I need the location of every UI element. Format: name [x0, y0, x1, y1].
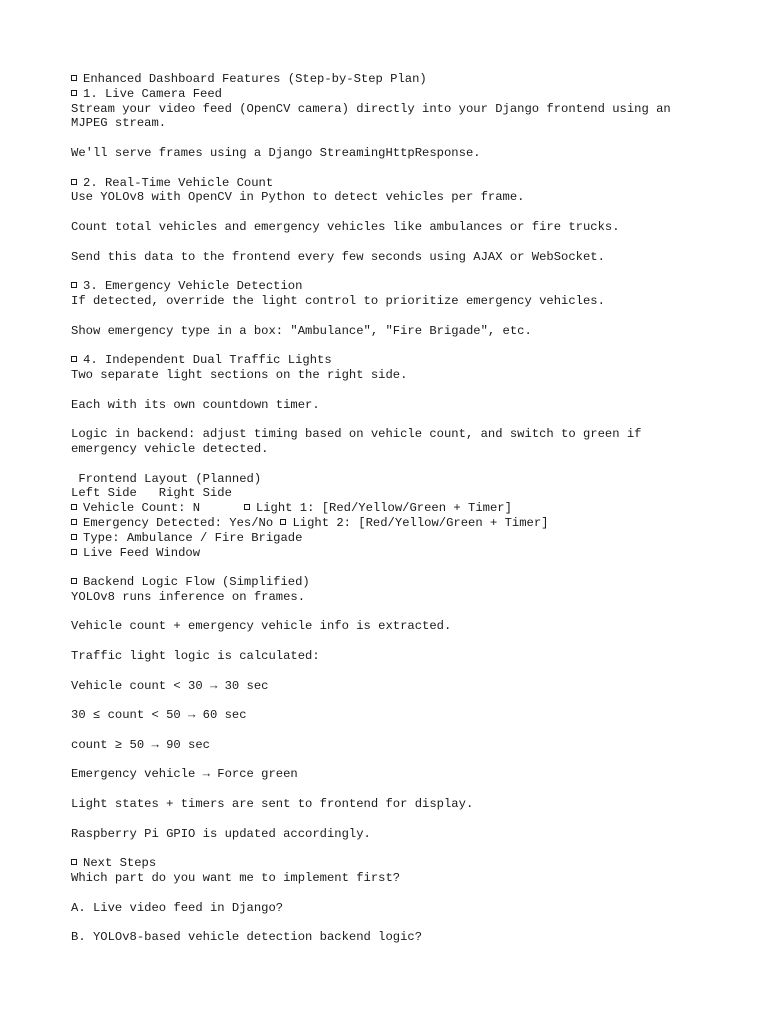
text-line — [71, 353, 751, 368]
line-text: A. Live video feed in Django? — [71, 900, 284, 915]
text-line — [71, 324, 751, 339]
line-text: Enhanced Dashboard Features (Step-by-Step Plan) — [83, 72, 427, 86]
text-line — [71, 294, 751, 309]
line-text: Count total vehicles and emergency vehicles like ambulances or fire trucks. — [71, 219, 620, 234]
missing-glyph-icon — [71, 549, 77, 555]
blank-line — [71, 131, 751, 146]
missing-glyph-icon — [71, 504, 77, 510]
line-text: Each with its own countdown timer. — [71, 397, 320, 412]
text-line — [71, 472, 751, 487]
line-text: 30 ≤ count < 50 → 60 sec — [71, 708, 247, 723]
blank-line — [71, 383, 751, 398]
line-text: Emergency Detected: Yes/No — [83, 515, 281, 530]
text-line — [71, 516, 751, 531]
line-text: 1. Live Camera Feed — [83, 86, 222, 101]
line-text: Emergency vehicle → Force green — [71, 767, 298, 782]
text-line — [71, 398, 751, 413]
blank-line — [71, 264, 751, 279]
line-text: Live Feed Window — [83, 545, 201, 560]
text-line — [71, 679, 751, 694]
line-text-right: Light 2: [Red/Yellow/Green + Timer] — [292, 515, 549, 530]
missing-glyph-icon — [71, 859, 77, 865]
blank-line — [71, 782, 751, 797]
line-text: 2. Real-Time Vehicle Count — [83, 175, 274, 190]
line-text: Type: Ambulance / Fire Brigade — [83, 530, 303, 545]
line-text: 4. Independent Dual Traffic Lights — [83, 353, 332, 368]
text-line — [71, 176, 751, 191]
text-line — [71, 190, 751, 205]
blank-line — [71, 235, 751, 250]
missing-glyph-icon — [71, 356, 77, 362]
line-text: Show emergency type in a box: "Ambulance", "Fire Brigade", etc. — [71, 323, 532, 338]
blank-line — [71, 205, 751, 220]
text-line — [71, 486, 751, 501]
text-line — [71, 767, 751, 782]
text-line — [71, 708, 751, 723]
blank-line — [71, 753, 751, 768]
missing-glyph-icon — [71, 179, 77, 185]
line-text: Left Side Right Side — [71, 486, 232, 501]
line-text: If detected, override the light control to prioritize emergency vehicles. — [71, 293, 605, 308]
text-line — [71, 619, 751, 634]
text-line — [71, 250, 751, 265]
text-line — [71, 72, 751, 87]
line-text: count ≥ 50 → 90 sec — [71, 737, 210, 752]
line-text: Light states + timers are sent to frontend for display. — [71, 797, 474, 812]
missing-glyph-icon — [244, 504, 250, 510]
missing-glyph-icon — [71, 519, 77, 525]
text-line — [71, 930, 751, 945]
text-line — [71, 427, 751, 442]
blank-line — [71, 161, 751, 176]
line-text: Raspberry Pi GPIO is updated accordingly. — [71, 826, 371, 841]
missing-glyph-icon — [71, 282, 77, 288]
line-text: MJPEG stream. — [71, 116, 167, 131]
blank-line — [71, 915, 751, 930]
text-line — [71, 649, 751, 664]
blank-line — [71, 560, 751, 575]
text-line — [71, 590, 751, 605]
text-line — [71, 546, 751, 561]
line-text: Frontend Layout (Planned) — [71, 471, 262, 486]
line-text: B. YOLOv8-based vehicle detection backend logic? — [71, 930, 423, 945]
line-text: Vehicle count + emergency vehicle info is extracted. — [71, 619, 452, 634]
line-text-right: Light 1: [Red/Yellow/Green + Timer] — [255, 501, 512, 516]
line-text: Logic in backend: adjust timing based on vehicle count, and switch to green if — [71, 427, 642, 442]
line-text: Two separate light sections on the right side. — [71, 367, 408, 382]
line-text: Vehicle Count: N — [83, 501, 244, 516]
text-line — [71, 220, 751, 235]
text-line — [71, 368, 751, 383]
text-line — [71, 146, 751, 161]
line-text: 3. Emergency Vehicle Detection — [83, 279, 303, 294]
line-text: Next Steps — [83, 856, 157, 871]
blank-line — [71, 693, 751, 708]
line-text: Backend Logic Flow (Simplified) — [83, 575, 310, 590]
line-text: Traffic light logic is calculated: — [71, 649, 320, 664]
blank-line — [71, 841, 751, 856]
blank-line — [71, 812, 751, 827]
missing-glyph-icon — [71, 534, 77, 540]
blank-line — [71, 309, 751, 324]
text-line — [71, 575, 751, 590]
text-line — [71, 442, 751, 457]
text-line — [71, 797, 751, 812]
text-line — [71, 87, 751, 102]
blank-line — [71, 723, 751, 738]
text-line — [71, 901, 751, 916]
text-line — [71, 871, 751, 886]
blank-line — [71, 412, 751, 427]
missing-glyph-icon — [71, 90, 77, 96]
line-text: Which part do you want me to implement first? — [71, 871, 401, 886]
document-body — [71, 72, 751, 945]
text-line — [71, 501, 751, 516]
text-line — [71, 827, 751, 842]
text-line — [71, 116, 751, 131]
text-line — [71, 856, 751, 871]
blank-line — [71, 457, 751, 472]
blank-line — [71, 634, 751, 649]
text-line — [71, 531, 751, 546]
text-line — [71, 279, 751, 294]
blank-line — [71, 605, 751, 620]
text-line — [71, 102, 751, 117]
line-text: Stream your video feed (OpenCV camera) directly into your Django frontend using an — [71, 101, 671, 116]
text-line — [71, 738, 751, 753]
missing-glyph-icon — [71, 578, 77, 584]
line-text: Vehicle count < 30 → 30 sec — [71, 678, 269, 693]
line-text: Use YOLOv8 with OpenCV in Python to detect vehicles per frame. — [71, 190, 525, 205]
missing-glyph-icon — [280, 519, 286, 525]
line-text: emergency vehicle detected. — [71, 441, 269, 456]
missing-glyph-icon — [71, 75, 77, 81]
line-text: YOLOv8 runs inference on frames. — [71, 589, 306, 604]
line-text: We'll serve frames using a Django StreamingHttpResponse. — [71, 145, 481, 160]
blank-line — [71, 886, 751, 901]
blank-line — [71, 338, 751, 353]
blank-line — [71, 664, 751, 679]
line-text: Send this data to the frontend every few seconds using AJAX or WebSocket. — [71, 249, 605, 264]
